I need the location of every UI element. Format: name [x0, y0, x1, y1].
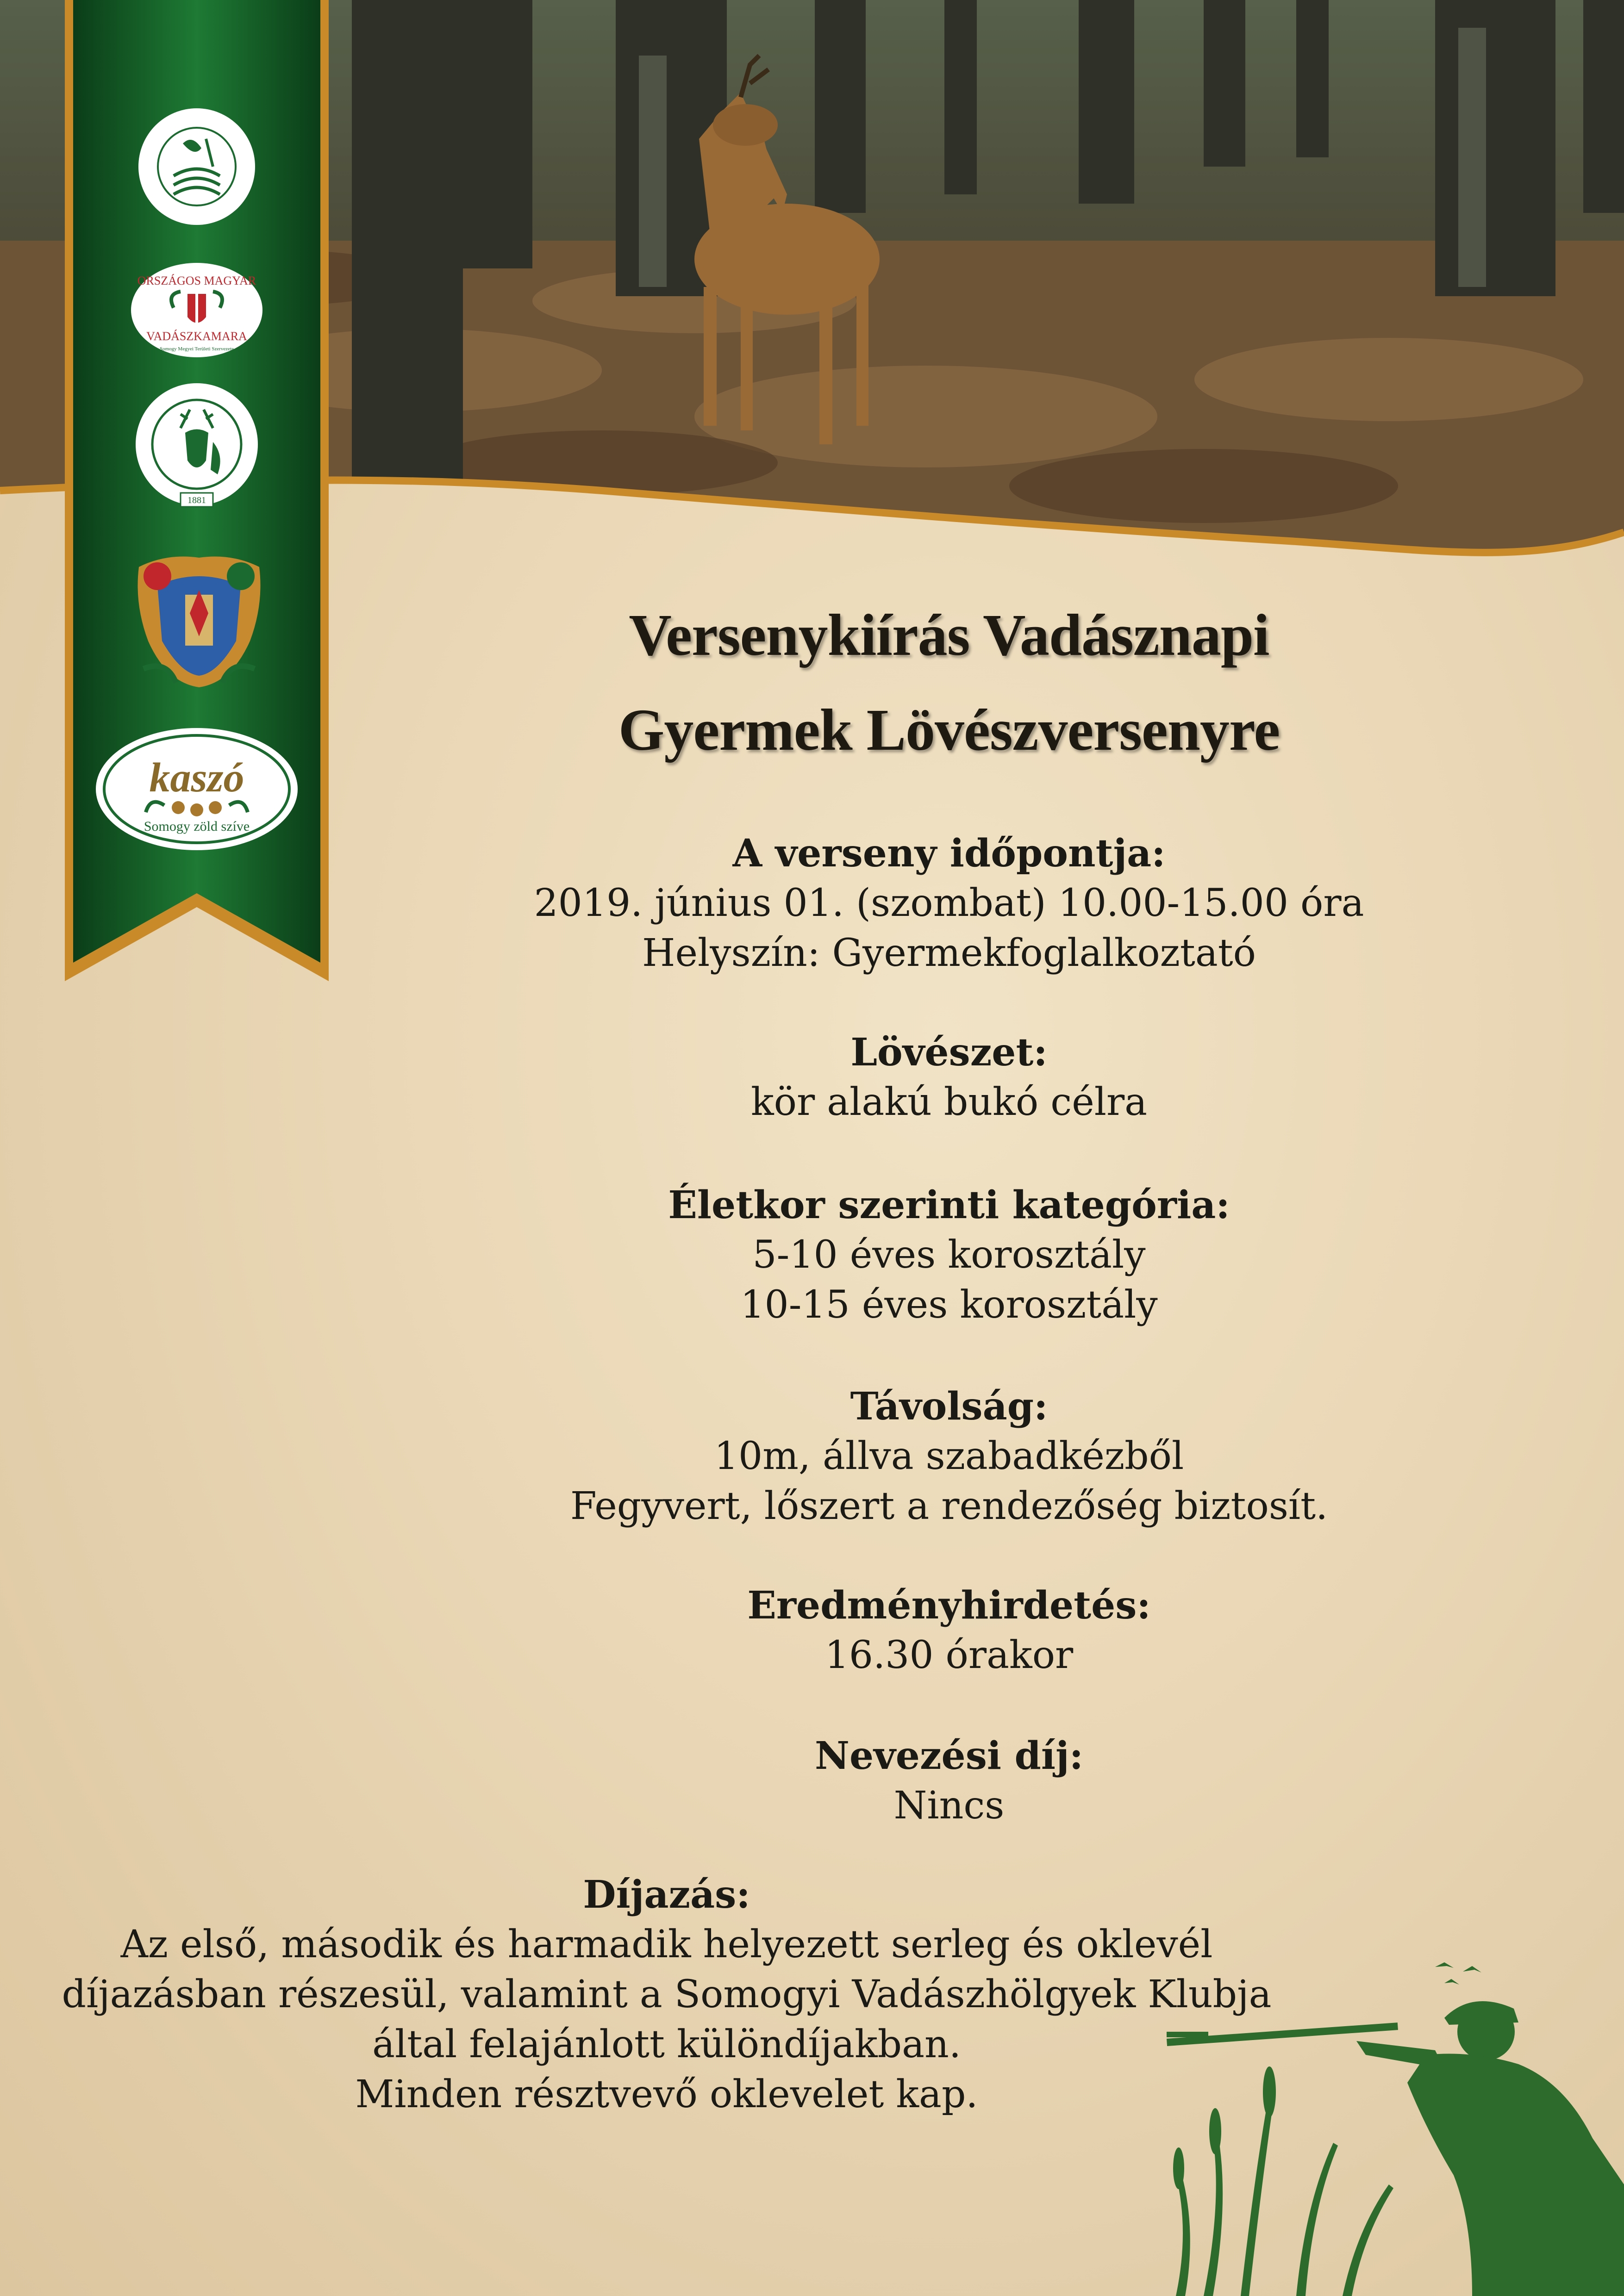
chamber-bottom-text: VADÁSZKAMARA [146, 330, 247, 343]
school-logo [137, 106, 257, 227]
distance-value: 10m, állva szabadkézből [714, 1434, 1184, 1478]
prizes-heading: Díjazás: [583, 1873, 750, 1917]
prizes-line-4: Minden résztvevő oklevelet kap. [355, 2072, 978, 2116]
time-heading: A verseny időpontja: [732, 831, 1166, 876]
shooting-target: kör alakú bukó célra [750, 1080, 1148, 1124]
age-group-1: 5-10 éves korosztály [752, 1233, 1146, 1277]
title-line-2: Gyermek Lövészversenyre [618, 697, 1280, 763]
fee-value: Nincs [893, 1784, 1005, 1828]
hunter-silhouette-icon [1148, 1944, 1624, 2296]
distance-equipment: Fegyvert, lőszert a rendezőség biztosít. [570, 1484, 1328, 1528]
chamber-sub-text: Somogy Megyei Területi Szervezete [159, 346, 234, 352]
section-time [463, 828, 1435, 978]
prizes-line-1: Az első, második és harmadik helyezett serleg és oklevél [120, 1923, 1213, 1966]
fee-heading: Nevezési díj: [815, 1734, 1083, 1778]
section-age [463, 1180, 1435, 1330]
chamber-top-text: ORSZÁGOS MAGYAR [137, 274, 256, 287]
prizes-line-2: díjazásban részesül, valamint a Somogyi Vadászhölgyek Klubja [62, 1972, 1272, 2016]
prizes-line-3: által felajánlott különdíjakban. [372, 2022, 961, 2066]
kaszo-subtitle: Somogy zöld szíve [144, 819, 250, 834]
title-line-1: Versenykiírás Vadásznapi [629, 602, 1269, 668]
time-location: Helyszín: Gyermekfoglalkoztató [642, 931, 1256, 975]
kaszo-wordmark: kaszó [149, 755, 244, 801]
kaszo-logo [95, 727, 299, 852]
time-date: 2019. június 01. (szombat) 10.00-15.00 óra [534, 881, 1364, 925]
shooting-heading: Lövészet: [850, 1030, 1048, 1075]
distance-heading: Távolság: [850, 1384, 1048, 1429]
page-title [463, 588, 1435, 778]
logo-column [65, 0, 329, 926]
results-time: 16.30 órakor [824, 1633, 1074, 1677]
results-heading: Eredményhirdetés: [747, 1583, 1151, 1628]
coat-of-arms-logo [130, 548, 269, 692]
age-group-2: 10-15 éves korosztály [740, 1283, 1158, 1327]
section-fee [463, 1731, 1435, 1831]
section-distance [463, 1381, 1435, 1531]
association-year: 1881 [187, 495, 206, 505]
section-results [463, 1580, 1435, 1680]
chamber-logo [130, 261, 264, 359]
age-heading: Életkor szerinti kategória: [668, 1183, 1230, 1227]
section-shooting [463, 1027, 1435, 1127]
association-logo [134, 382, 259, 516]
section-prizes [46, 1870, 1287, 2120]
